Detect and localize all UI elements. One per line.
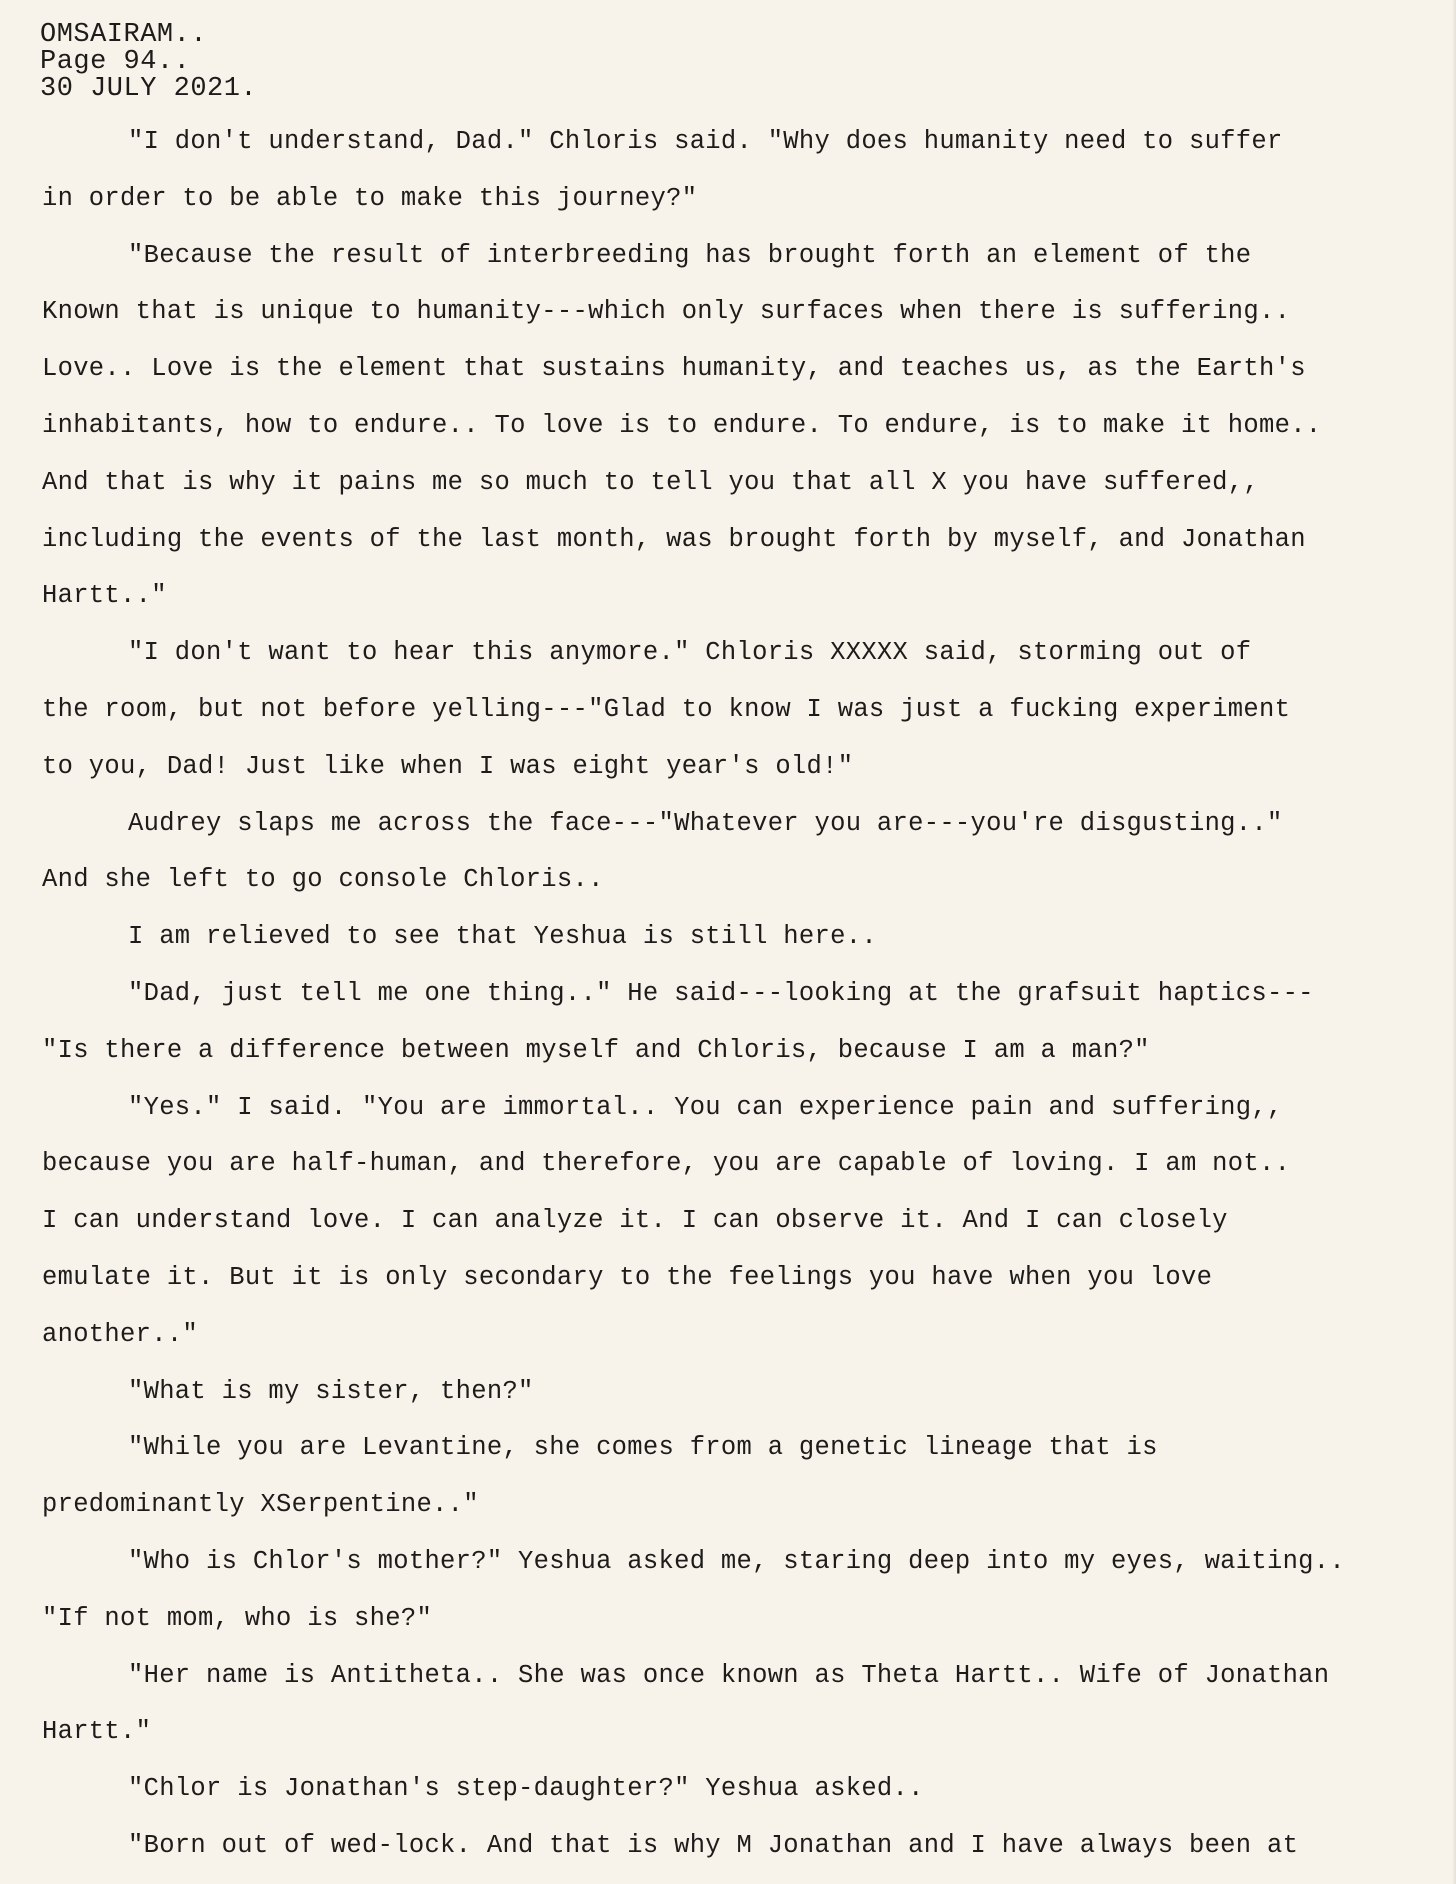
text-line: in order to be able to make this journey?": [42, 183, 698, 213]
text-line: And that is why it pains me so much to tell you that all X you have suffered,,: [42, 467, 1259, 497]
header-line-omsairam: OMSAIRAM..: [40, 20, 208, 50]
text-line: inhabitants, how to endure.. To love is to endure. To endure, is to make it home..: [42, 410, 1322, 440]
text-line: Love.. Love is the element that sustains humanity, and teaches us, as the Earth's: [42, 354, 1306, 384]
text-line: Hartt.": [42, 1717, 152, 1747]
text-line: "Is there a difference between myself and Chloris, because I am a man?": [42, 1035, 1150, 1065]
text-line: "Chlor is Jonathan's step-daughter?" Yeshua asked..: [128, 1774, 924, 1804]
text-line: "Her name is Antitheta.. She was once known as Theta Hartt.. Wife of Jonathan: [128, 1660, 1330, 1690]
text-line: "Who is Chlor's mother?" Yeshua asked me, staring deep into my eyes, waiting..: [128, 1546, 1345, 1576]
page-header: [40, 22, 257, 103]
text-line: "What is my sister, then?": [128, 1376, 534, 1406]
text-line: "Born out of wed-lock. And that is why M Jonathan and I have always been at: [128, 1830, 1299, 1860]
text-line: Audrey slaps me across the face---"Whatever you are---you're disgusting..": [128, 808, 1283, 838]
text-line: emulate it. But it is only secondary to the feelings you have when you love: [42, 1262, 1213, 1292]
text-line: "I don't understand, Dad." Chloris said. "Why does humanity need to suffer: [128, 127, 1283, 156]
text-line: including the events of the last month, was brought forth by myself, and Jonathan: [42, 524, 1306, 554]
text-line: Known that is unique to humanity---which only surfaces when there is suffering..: [42, 297, 1291, 327]
text-line: Hartt..": [42, 581, 167, 611]
page-body: [42, 122, 1422, 1883]
text-line: And she left to go console Chloris..: [42, 865, 604, 895]
text-line: "I don't want to hear this anymore." Chloris XXXXX said, storming out of: [128, 638, 1252, 668]
text-line: the room, but not before yelling---"Glad to know I was just a fucking experiment: [42, 694, 1291, 724]
text-line: "Dad, just tell me one thing.." He said---looking at the grafsuit haptics---: [128, 978, 1314, 1008]
text-line: I am relieved to see that Yeshua is still here..: [128, 922, 877, 952]
text-line: "If not mom, who is she?": [42, 1603, 433, 1633]
header-line-date: 30 JULY 2021.: [40, 74, 258, 104]
text-line: "Yes." I said. "You are immortal.. You can experience pain and suffering,,: [128, 1092, 1283, 1122]
text-line: another..": [42, 1319, 199, 1349]
header-line-page-number: Page 94..: [40, 47, 191, 77]
paper-edge-shadow: [1452, 0, 1456, 1884]
text-line: I can understand love. I can analyze it. I can observe it. And I can closely: [42, 1206, 1228, 1236]
text-line: "Because the result of interbreeding has brought forth an element of the: [128, 240, 1252, 270]
text-line: to you, Dad! Just like when I was eight year's old!": [42, 751, 854, 781]
text-line: "While you are Levantine, she comes from a genetic lineage that is: [128, 1433, 1158, 1463]
text-line: predominantly XSerpentine..": [42, 1490, 479, 1520]
text-line: because you are half-human, and therefore, you are capable of loving. I am not..: [42, 1149, 1291, 1179]
